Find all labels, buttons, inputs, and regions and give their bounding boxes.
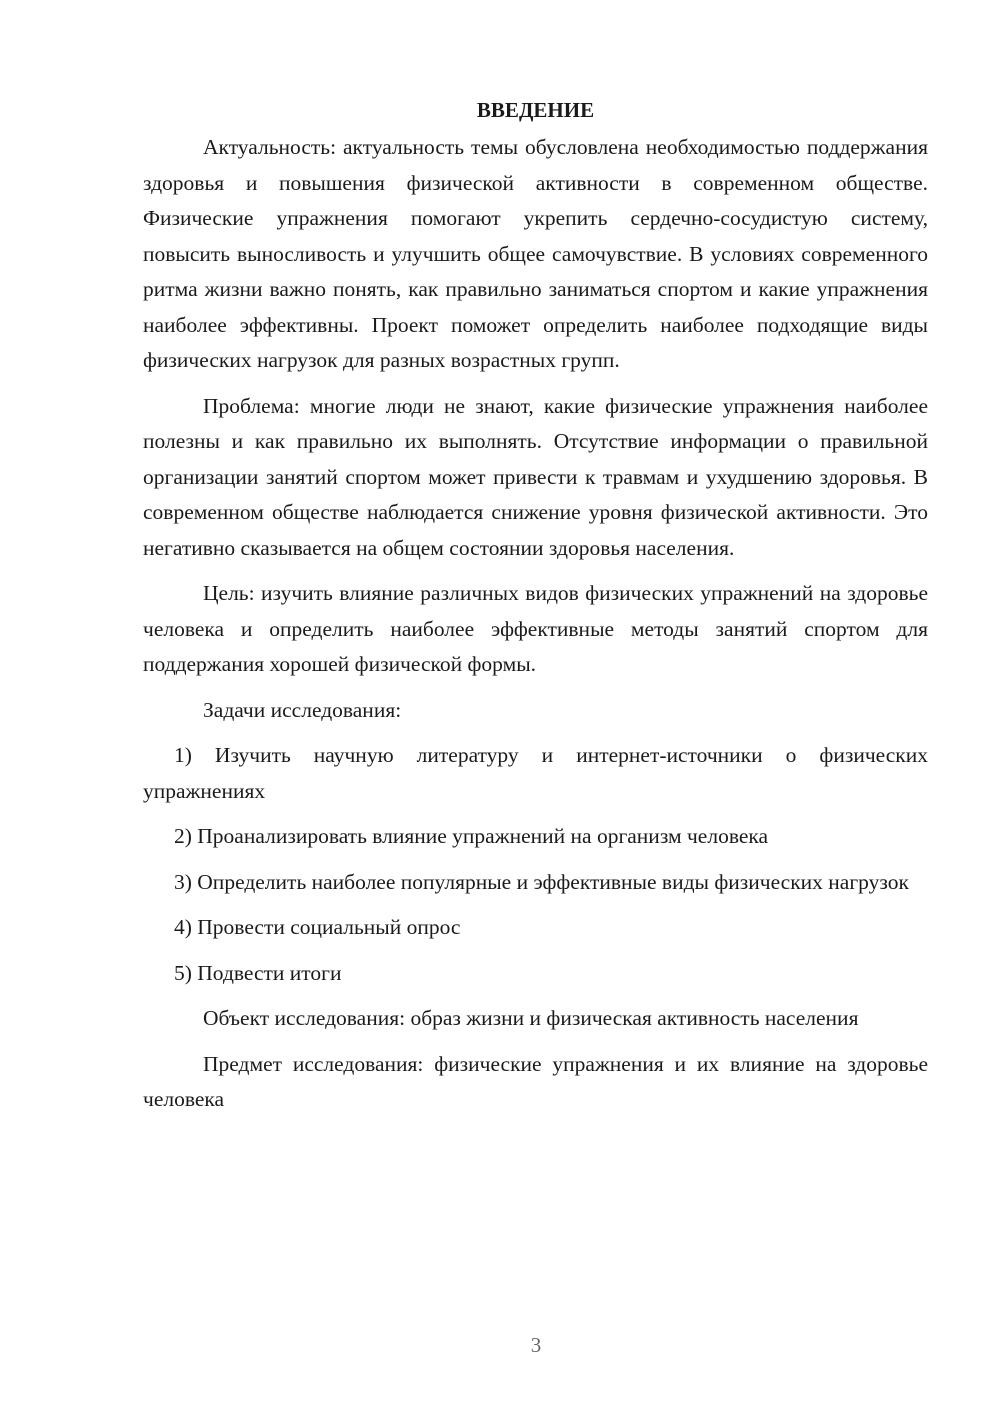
tasks-heading: Задачи исследования:	[203, 697, 402, 722]
page-number: 3	[530, 1333, 542, 1357]
task-item-3: 3) Определить наиболее популярные и эффективные виды физических нагрузок	[174, 869, 909, 894]
task-item-1: 1) Изучить научную литературу и интернет-источники о физических упражнениях	[143, 743, 928, 803]
tasks-list	[143, 738, 928, 991]
relevance-paragraph: Актуальность: актуальность темы обусловлена необходимостью поддержания здоровья и повышения физической активности в современном обществе. Физические упражнения помогают укрепить сердечно-сосудистую систему, повысить выносливость и улучшить общее самочувствие. В условиях современного ритма жизни важно понять, как правильно заниматься спортом и какие упражнения наиболее эффективны. Проект поможет определить наиболее подходящие виды физических нагрузок для разных возрастных групп.	[143, 135, 928, 372]
page-content	[143, 92, 928, 1128]
object-paragraph: Объект исследования: образ жизни и физическая активность населения	[203, 1006, 859, 1030]
problem-paragraph: Проблема: многие люди не знают, какие физические упражнения наиболее полезны и как правильно их выполнять. Отсутствие информации о правильной организации занятий спортом может привести к травмам и ухудшению здоровья. В современном обществе наблюдается снижение уровня физической активности. Это негативно сказывается на общем состоянии здоровья населения.	[143, 393, 928, 560]
task-item-5: 5) Подвести итоги	[174, 960, 342, 985]
subject-paragraph: Предмет исследования: физические упражнения и их влияние на здоровье человека	[143, 1051, 928, 1111]
page-title: ВВЕДЕНИЕ	[476, 98, 595, 122]
task-item-2: 2) Проанализировать влияние упражнений на организм человека	[174, 824, 769, 848]
task-item-4: 4) Провести социальный опрос	[174, 915, 461, 939]
goal-paragraph: Цель: изучить влияние различных видов физических упражнений на здоровье человека и определить наиболее эффективные методы занятий спортом для поддержания хорошей физической формы.	[143, 581, 928, 676]
